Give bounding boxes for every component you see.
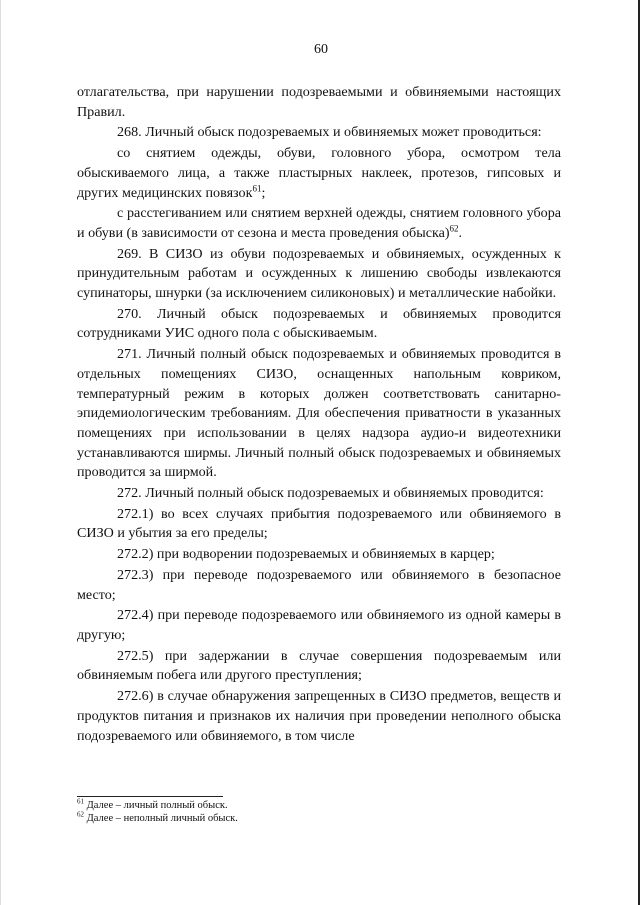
document-body	[77, 83, 561, 746]
paragraph: 272.2) при водворении подозреваемых и обвиняемых в карцер;	[117, 546, 495, 563]
footnote: $^{61}$ Далее – личный полный обыск.	[77, 797, 228, 811]
paragraph: 272.1) во всех случаях прибытия подозреваемого или обвиняемого в СИЗО и убытия за его пределы;	[77, 505, 561, 542]
footnote: $^{62}$ Далее – неполный личный обыск.	[77, 810, 238, 824]
paragraph: с расстегиванием или снятием верхней одежды, снятием головного убора и обуви (в зависимости от сезона и места проведения обыска)$^{62}$.	[77, 205, 561, 241]
page-number: 60	[314, 42, 328, 57]
paragraph: 269. В СИЗО из обуви подозреваемых и обвиняемых, осужденных к принудительным работам и осужденных к лишению свободы извлекаются супинаторы, шнурки (за исключением силиконовых) и металлические набойки.	[77, 245, 561, 302]
paragraph: 272.6) в случае обнаружения запрещенных в СИЗО предметов, веществ и продуктов питания и признаков их наличия при проведении неполного обыска подозреваемого или обвиняемого, в том числе	[77, 688, 561, 744]
paragraph: 270. Личный обыск подозреваемых и обвиняемых проводится сотрудниками УИС одного пола с обыскиваемым.	[77, 305, 561, 342]
paragraph: 272.3) при переводе подозреваемого или обвиняемого в безопасное место;	[77, 566, 561, 603]
paragraph: 272. Личный полный обыск подозреваемых и обвиняемых проводится:	[117, 485, 544, 502]
footnotes	[77, 799, 561, 825]
footnote-ref[interactable]: 62	[449, 223, 459, 234]
paragraph: со снятием одежды, обуви, головного убора, осмотром тела обыскиваемого лица, а также пластырных наклеек, протезов, гипсовых и других медицинских повязок$^{61}$;	[77, 145, 561, 201]
footnote-divider	[77, 796, 223, 797]
paragraph: 271. Личный полный обыск подозреваемых и обвиняемых проводится в отдельных помещениях СИЗО, оснащенных напольным ковриком, температурный режим в которых должен соответствовать санитарно-эпидемиологическим требованиям. Для обеспечения приватности в указанных помещениях при использовании в целях надзора аудио-и видеотехники устанавливаются ширмы. Личный полный обыск подозреваемых и обвиняемых проводится за ширмой.	[77, 346, 561, 481]
paragraph: 272.5) при задержании в случае совершения подозреваемым или обвиняемым побега или другого преступления;	[77, 647, 561, 684]
paragraph: отлагательства, при нарушении подозреваемыми и обвиняемыми настоящих Правил.	[77, 84, 561, 120]
paragraph: 268. Личный обыск подозреваемых и обвиняемых может проводиться:	[117, 124, 542, 141]
footnote-ref[interactable]: 61	[252, 182, 262, 193]
paragraph: 272.4) при переводе подозреваемого или обвиняемого из одной камеры в другую;	[77, 607, 561, 643]
